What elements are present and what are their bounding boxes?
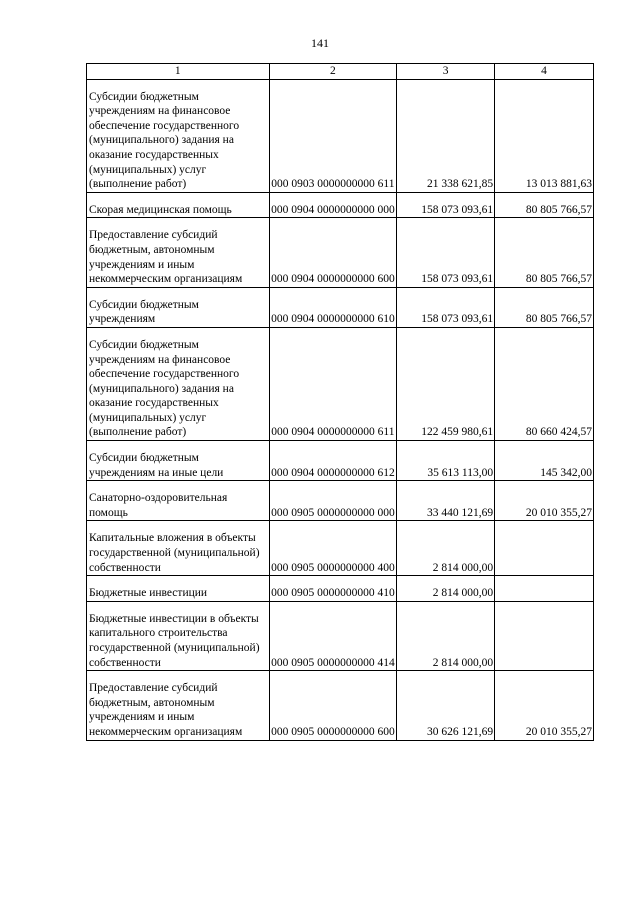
table-row <box>87 218 594 287</box>
row-name: Бюджетные инвестиции в объекты капитального строительства государственной (муниципальной) собственности <box>87 601 270 670</box>
table-row <box>87 327 594 440</box>
table-row <box>87 671 594 740</box>
row-value-col3: 35 613 113,00 <box>397 441 495 481</box>
table-header-row <box>87 64 594 80</box>
table-row <box>87 441 594 481</box>
row-name: Субсидии бюджетным учреждениям на финансовое обеспечение государственного (муниципального) задания на оказание государственных (муниципальных) услуг (выполнение работ) <box>87 327 270 440</box>
row-name: Субсидии бюджетным учреждениям на иные цели <box>87 441 270 481</box>
row-name: Предоставление субсидий бюджетным, автономным учреждениям и иным некоммерческим организациям <box>87 671 270 740</box>
row-value-col4: 80 805 766,57 <box>495 192 594 218</box>
row-code: 000 0905 0000000000 410 <box>269 576 397 602</box>
row-value-col3: 158 073 093,61 <box>397 218 495 287</box>
page-number: 141 <box>311 36 329 50</box>
row-value-col4: 80 805 766,57 <box>495 287 594 327</box>
row-value-col3: 30 626 121,69 <box>397 671 495 740</box>
row-code: 000 0905 0000000000 414 <box>269 601 397 670</box>
row-value-col4: 80 805 766,57 <box>495 218 594 287</box>
row-value-col4 <box>495 521 594 576</box>
row-value-col4: 13 013 881,63 <box>495 79 594 192</box>
row-code: 000 0905 0000000000 000 <box>269 481 397 521</box>
row-code: 000 0905 0000000000 400 <box>269 521 397 576</box>
row-name: Бюджетные инвестиции <box>87 576 270 602</box>
table-row <box>87 601 594 670</box>
header-cell-2: 2 <box>269 64 397 80</box>
row-name: Санаторно-оздоровительная помощь <box>87 481 270 521</box>
row-value-col4 <box>495 576 594 602</box>
row-value-col3: 122 459 980,61 <box>397 327 495 440</box>
table-row <box>87 192 594 218</box>
row-value-col4: 145 342,00 <box>495 441 594 481</box>
row-name: Скорая медицинская помощь <box>87 192 270 218</box>
row-code: 000 0904 0000000000 612 <box>269 441 397 481</box>
row-name: Капитальные вложения в объекты государственной (муниципальной) собственности <box>87 521 270 576</box>
row-code: 000 0904 0000000000 600 <box>269 218 397 287</box>
row-value-col4 <box>495 601 594 670</box>
row-value-col4: 20 010 355,27 <box>495 671 594 740</box>
header-cell-1: 1 <box>87 64 270 80</box>
header-cell-4: 4 <box>495 64 594 80</box>
row-value-col3: 21 338 621,85 <box>397 79 495 192</box>
row-value-col3: 2 814 000,00 <box>397 521 495 576</box>
row-value-col3: 158 073 093,61 <box>397 287 495 327</box>
row-value-col4: 80 660 424,57 <box>495 327 594 440</box>
row-code: 000 0903 0000000000 611 <box>269 79 397 192</box>
header-cell-3: 3 <box>397 64 495 80</box>
row-name: Субсидии бюджетным учреждениям на финансовое обеспечение государственного (муниципального) задания на оказание государственных (муниципальных) услуг (выполнение работ) <box>87 79 270 192</box>
row-code: 000 0904 0000000000 000 <box>269 192 397 218</box>
table-row <box>87 576 594 602</box>
row-value-col3: 33 440 121,69 <box>397 481 495 521</box>
row-value-col4: 20 010 355,27 <box>495 481 594 521</box>
row-value-col3: 2 814 000,00 <box>397 601 495 670</box>
table-row <box>87 79 594 192</box>
row-name: Субсидии бюджетным учреждениям <box>87 287 270 327</box>
row-value-col3: 2 814 000,00 <box>397 576 495 602</box>
table-row <box>87 521 594 576</box>
row-value-col3: 158 073 093,61 <box>397 192 495 218</box>
row-code: 000 0904 0000000000 610 <box>269 287 397 327</box>
row-name: Предоставление субсидий бюджетным, автономным учреждениям и иным некоммерческим организациям <box>87 218 270 287</box>
table-row <box>87 481 594 521</box>
row-code: 000 0905 0000000000 600 <box>269 671 397 740</box>
row-code: 000 0904 0000000000 611 <box>269 327 397 440</box>
table-row <box>87 287 594 327</box>
budget-table <box>86 63 594 741</box>
